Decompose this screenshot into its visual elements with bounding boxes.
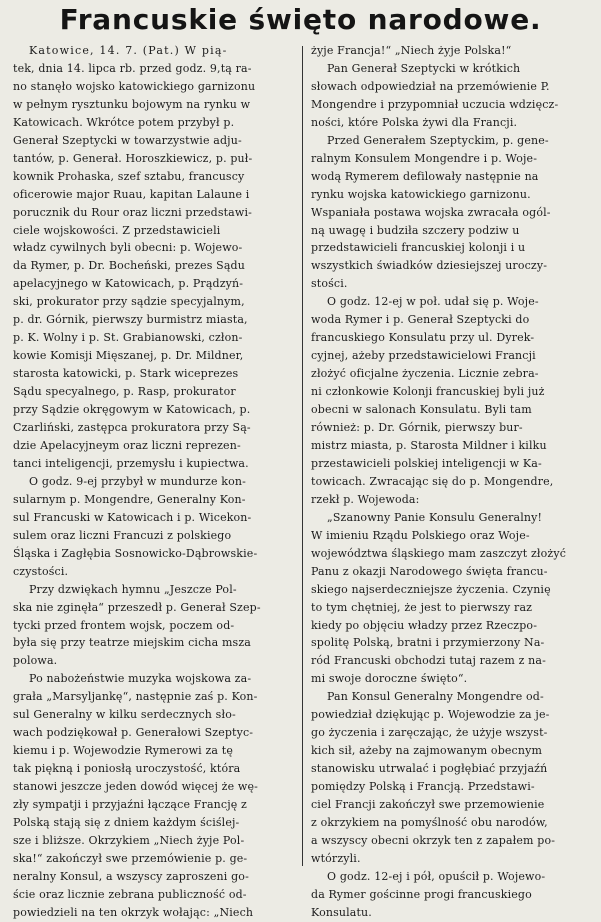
text-line: kiedy po objęciu władzy przez Rzeczpo-: [311, 618, 538, 632]
text-line: ście oraz licznie zebrana publiczność od-: [13, 887, 247, 901]
text-line: porucznik du Rour oraz liczni przedstawi-: [13, 205, 252, 219]
text-line: francuskiego Konsulatu przy ul. Dyrek-: [311, 331, 535, 345]
text-line: ności, które Polska żywi dla Francji.: [311, 115, 518, 129]
text-line: ną uwagę i budziła szczery podziw u: [311, 223, 520, 237]
text-line: go życzenia i zaręczając, że użyje wszyst-: [311, 726, 548, 740]
text-line: tak piękną i poniosłą uroczystość, która: [13, 762, 241, 776]
text-line: Panu z okazji Narodowego święta francu-: [311, 564, 548, 578]
text-line: powiedział dziękując p. Wojewodzie za je-: [311, 708, 550, 722]
article-column-left: [13, 42, 295, 919]
text-line: tantów, p. Generał. Horoszkiewicz, p. puł-: [13, 151, 253, 165]
text-line: ciel Francji zakończył swe przemowienie: [311, 798, 545, 812]
text-line: polowa.: [13, 654, 58, 668]
text-line: towicach. Zwracając się do p. Mongendre,: [311, 474, 554, 488]
text-line: ciele wojskowości. Z przedstawicieli: [13, 223, 221, 237]
text-line: pomiędzy Polską i Francją. Przedstawi-: [311, 780, 535, 794]
text-line: O godz. 12-ej i pół, opuścił p. Wojewo-: [327, 869, 546, 883]
text-line: ska!“ zakończył swe przemówienie p. ge-: [13, 851, 248, 865]
text-line: również: p. Dr. Górnik, pierwszy bur-: [311, 421, 523, 435]
text-line: a wszyscy obecni okrzyk ten z zapałem po-: [311, 833, 556, 847]
text-line: Katowice, 14. 7. (Pat.) W pią-: [29, 44, 228, 57]
column-divider: [302, 46, 303, 866]
text-line: tanci inteligencji, przemysłu i kupiectwa.: [13, 456, 249, 470]
text-line: rynku wojska katowickiego garnizonu.: [311, 187, 531, 201]
text-line: Czarliński, zastępca prokuratora przy Są-: [13, 421, 251, 435]
text-line: „Szanowny Panie Konsulu Generalny!: [327, 510, 543, 524]
text-line: wtórzyli.: [311, 851, 361, 865]
text-line: Katowicach. Wkrótce potem przybył p.: [13, 115, 235, 129]
text-line: tek, dnia 14. lipca rb. przed godz. 9,tą ra-: [13, 61, 252, 75]
text-line: wach podziękował p. Generałowi Szeptyc-: [13, 726, 254, 740]
text-line: kich sił, ażeby na zajmowanym obecnym: [311, 744, 543, 758]
article-column-right: [311, 42, 593, 919]
article-headline: Francuskie święto narodowe.: [59, 3, 542, 36]
text-line: ród Francuski obchodzi tutaj razem z na-: [311, 654, 546, 668]
text-line: władz cywilnych byli obecni: p. Wojewo-: [13, 241, 243, 255]
text-line: O godz. 9-ej przybył w mundurze kon-: [29, 474, 246, 488]
text-line: Po nabożeństwie muzyka wojskowa za-: [29, 672, 252, 686]
text-line: woda Rymer i p. Generał Szeptycki do: [311, 313, 530, 327]
text-line: starosta katowicki, p. Stark wiceprezes: [13, 367, 239, 381]
text-line: stości.: [311, 277, 348, 291]
text-line: wodą Rymerem defilowały następnie na: [311, 169, 539, 183]
text-line: kowie Komisji Mięszanej, p. Dr. Mildner,: [13, 349, 244, 363]
text-line: żyje Francja!“ „Niech żyje Polska!“: [311, 44, 512, 57]
text-line: Mongendre i przypomniał uczucia wdzięcz-: [311, 97, 559, 111]
text-line: spolitę Polską, bratni i przymierzony Na-: [311, 636, 545, 650]
text-line: województwa śląskiego mam zaszczyt złożyć: [311, 546, 567, 560]
text-line: mistrz miasta, p. Starosta Mildner i kilku: [311, 438, 547, 452]
text-line: z okrzykiem na pomyślność obu narodów,: [311, 815, 548, 829]
text-line: Wspaniała postawa wojska zwracała ogól-: [311, 205, 551, 219]
text-line: Konsulatu.: [311, 905, 372, 919]
text-line: Pan Generał Szeptycki w krótkich: [327, 61, 521, 75]
text-line: kiemu i p. Wojewodzie Rymerowi za tę: [13, 744, 233, 758]
text-line: O godz. 12-ej w poł. udał się p. Woje-: [327, 295, 539, 309]
text-line: była się przy teatrze miejskim cicha msza: [13, 636, 252, 650]
text-line: Przed Generałem Szeptyckim, p. gene-: [327, 133, 549, 147]
text-line: W imieniu Rządu Polskiego oraz Woje-: [311, 528, 530, 542]
text-line: kownik Prohaska, szef sztabu, francuscy: [13, 169, 245, 183]
text-line: sul Generalny w kilku serdecznych sło-: [13, 708, 236, 722]
text-line: no stanęło wojsko katowickiego garnizonu: [13, 79, 256, 93]
text-line: p. K. Wolny i p. St. Grabianowski, człon-: [13, 331, 243, 345]
text-line: mi swoje doroczne święto“.: [311, 672, 468, 686]
text-line: p. dr. Górnik, pierwszy burmistrz miasta,: [13, 313, 248, 327]
text-line: cyjnej, ażeby przedstawicielowi Francji: [311, 349, 536, 363]
text-line: Pan Konsul Generalny Mongendre od-: [327, 690, 544, 704]
text-line: obecni w salonach Konsulatu. Byli tam: [311, 403, 532, 417]
text-line: da Rymer, p. Dr. Bocheński, prezes Sądu: [13, 259, 245, 273]
text-line: sul Francuski w Katowicach i p. Wicekon-: [13, 510, 252, 524]
text-line: rzekł p. Wojewoda:: [311, 492, 420, 506]
text-line: przestawicieli polskiej inteligencji w Ka-: [311, 456, 542, 470]
text-line: Polską stają się z dniem każdym ściślej-: [13, 815, 240, 829]
text-line: grała „Marsyljankę“, następnie zaś p. Kon-: [13, 690, 258, 704]
text-line: skiego najserdeczniejsze życzenia. Czynię: [311, 582, 551, 596]
text-line: czystości.: [13, 564, 69, 578]
text-line: ski, prokurator przy sądzie specyjalnym,: [13, 295, 245, 309]
text-line: sulem oraz liczni Francuzi z polskiego: [13, 528, 232, 542]
text-line: Przy dzwiękach hymnu „Jeszcze Pol-: [29, 582, 237, 596]
text-line: w pełnym rysztunku bojowym na rynku w: [13, 97, 251, 111]
text-line: to tym chętniej, że jest to pierwszy raz: [311, 600, 533, 614]
text-line: oficerowie major Ruau, kapitan Lalaune i: [13, 187, 250, 201]
text-line: przedstawicieli francuskiej kolonji i u: [311, 241, 526, 255]
text-line: złożyć oficjalne życzenia. Licznie zebra-: [311, 367, 539, 381]
text-line: ralnym Konsulem Mongendre i p. Woje-: [311, 151, 538, 165]
text-line: zły sympatji i przyjaźni łączące Francję z: [13, 798, 248, 812]
text-line: wszystkich świadków dziesiejszej uroczy-: [311, 259, 548, 273]
text-line: apelacyjnego w Katowicach, p. Prądzyń-: [13, 277, 244, 291]
text-line: dzie Apelacyjneym oraz liczni reprezen-: [13, 438, 241, 452]
text-line: da Rymer gościnne progi francuskiego: [311, 887, 532, 901]
text-line: przy Sądzie okręgowym w Katowicach, p.: [13, 403, 251, 417]
text-line: tycki przed frontem wojsk, poczem od-: [13, 618, 235, 632]
text-line: stanowi jeszcze jeden dowód więcej że wę-: [13, 780, 258, 794]
text-line: słowach odpowiedział na przemówienie P.: [311, 79, 550, 93]
text-line: neralny Konsul, a wszyscy zaproszeni go-: [13, 869, 249, 883]
text-line: sularnym p. Mongendre, Generalny Kon-: [13, 492, 246, 506]
text-line: Sądu specyalnego, p. Rasp, prokurator: [13, 385, 236, 399]
text-line: ska nie zginęła“ przeszedł p. Generał Szep-: [13, 600, 261, 614]
text-line: stanowisku utrwalać i pogłębiać przyjaźń: [311, 762, 548, 776]
text-line: Generał Szeptycki w towarzystwie adju-: [13, 133, 242, 147]
text-line: powiedzieli na ten okrzyk wołając: „Niech: [13, 905, 254, 919]
text-line: Śląska i Zagłębia Sosnowicko-Dąbrowskie-: [13, 546, 258, 560]
text-line: sze i bliższe. Okrzykiem „Niech żyje Pol-: [13, 833, 245, 847]
text-line: ni członkowie Kolonji francuskiej byli już: [311, 385, 545, 399]
